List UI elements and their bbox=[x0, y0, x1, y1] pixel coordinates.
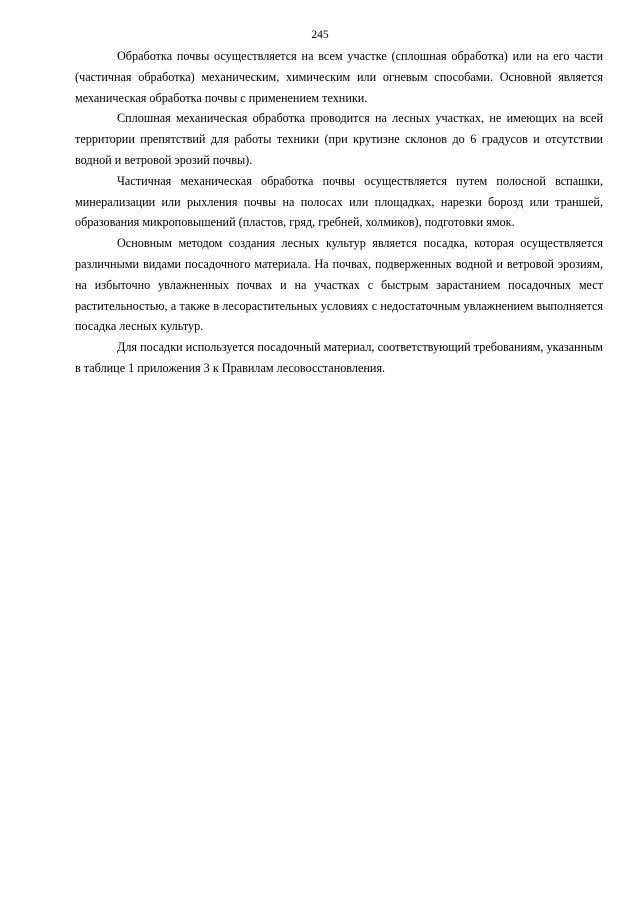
document-body bbox=[75, 46, 603, 379]
paragraph-planting-method: Основным методом создания лесных культур является посадка, которая осуществляется различными видами посадочного материала. На почвах, подверженных водной и ветровой эрозиям, на избыточно увлажненных почвах и на участках с быстрым зарастанием посадочных мест растительностью, а также в лесорастительных условиях с недостаточным увлажнением выполняется посадка лесных культур. bbox=[75, 236, 603, 334]
paragraph-soil-treatment: Обработка почвы осуществляется на всем участке (сплошная обработка) или на его части (частичная обработка) механическим, химическим или огневым способами. Основной является механическая обработка почвы с применением техники. bbox=[75, 49, 603, 105]
page-number: 245 bbox=[311, 29, 329, 41]
paragraph-partial-treatment: Частичная механическая обработка почвы осуществляется путем полосной вспашки, минерализации или рыхления почвы на полосах или площадках, нарезки борозд или траншей, образования микроповышений (пластов, гряд, гребней, холмиков), подготовки ямок. bbox=[75, 173, 603, 230]
paragraph-planting-material: Для посадки используется посадочный материал, соответствующий требованиям, указанным в таблице 1 приложения 3 к Правилам лесовосстановления. bbox=[75, 340, 603, 375]
paragraph-continuous-treatment: Сплошная механическая обработка проводится на лесных участках, не имеющих на всей территории препятствий для работы техники (при крутизне склонов до 6 градусов и отсутствии водной и ветровой эрозий почвы). bbox=[75, 111, 603, 167]
